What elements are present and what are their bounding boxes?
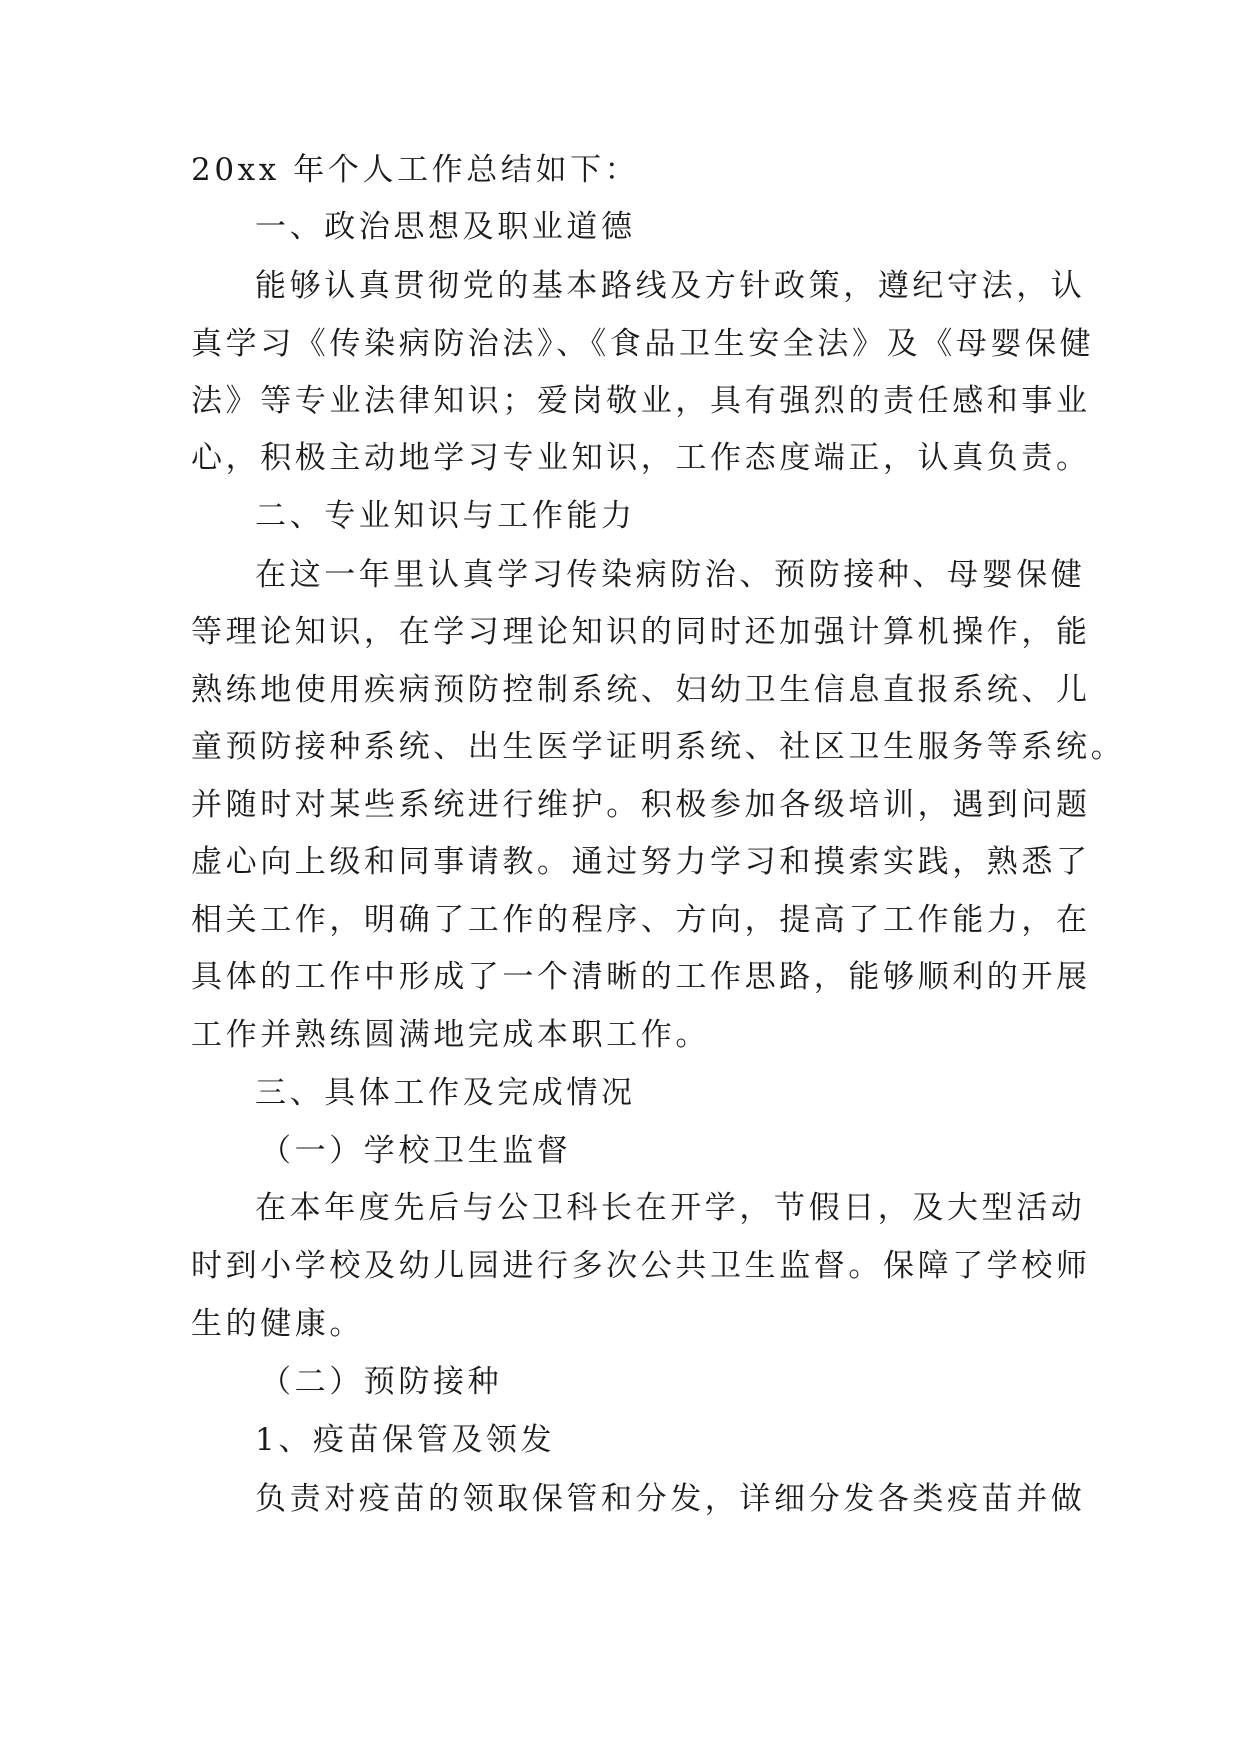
paragraph-line: 工作并熟练圆满地完成本职工作。 [191, 1017, 710, 1053]
paragraph-line: 时到小学校及幼儿园进行多次公共卫生监督。保障了学校师 [191, 1248, 1091, 1284]
paragraph-line: 并随时对某些系统进行维护。积极参加各级培训，遇到问题 [191, 787, 1091, 823]
paragraph-line: 能够认真贯彻党的基本路线及方针政策，遵纪守法，认 [255, 268, 1086, 304]
paragraph-line: 法》等专业法律知识；爱岗敬业，具有强烈的责任感和事业 [191, 383, 1091, 419]
paragraph-line: 相关工作，明确了工作的程序、方向，提高了工作能力，在 [191, 902, 1091, 938]
paragraph-line: 童预防接种系统、出生医学证明系统、社区卫生服务等系统。 [191, 729, 1126, 765]
section-heading-2: 二、专业知识与工作能力 [255, 498, 636, 534]
paragraph-line: 心，积极主动地学习专业知识，工作态度端正，认真负责。 [191, 440, 1091, 476]
subsection-heading-1: （一）学校卫生监督 [260, 1133, 572, 1169]
section-heading-1: 一、政治思想及职业道德 [255, 209, 636, 245]
list-item-heading: 1、疫苗保管及领发 [255, 1422, 556, 1458]
paragraph-line: 真学习《传染病防治法》、《食品卫生安全法》及《母婴保健 [191, 326, 1095, 362]
intro-line: 20xx 年个人工作总结如下： [191, 152, 640, 188]
paragraph-line: 等理论知识，在学习理论知识的同时还加强计算机操作，能 [191, 614, 1091, 650]
paragraph-line: 具体的工作中形成了一个清晰的工作思路，能够顺利的开展 [191, 959, 1091, 995]
paragraph-line: 在这一年里认真学习传染病防治、预防接种、母婴保健 [255, 557, 1086, 593]
paragraph-line: 负责对疫苗的领取保管和分发，详细分发各类疫苗并做 [255, 1481, 1086, 1517]
paragraph-line: 在本年度先后与公卫科长在开学，节假日，及大型活动 [255, 1190, 1086, 1226]
paragraph-line: 熟练地使用疾病预防控制系统、妇幼卫生信息直报系统、儿 [191, 672, 1091, 708]
paragraph-line: 生的健康。 [191, 1306, 364, 1342]
section-heading-3: 三、具体工作及完成情况 [255, 1075, 636, 1111]
paragraph-line: 虚心向上级和同事请教。通过努力学习和摸索实践，熟悉了 [191, 844, 1091, 880]
subsection-heading-2: （二）预防接种 [260, 1364, 503, 1400]
